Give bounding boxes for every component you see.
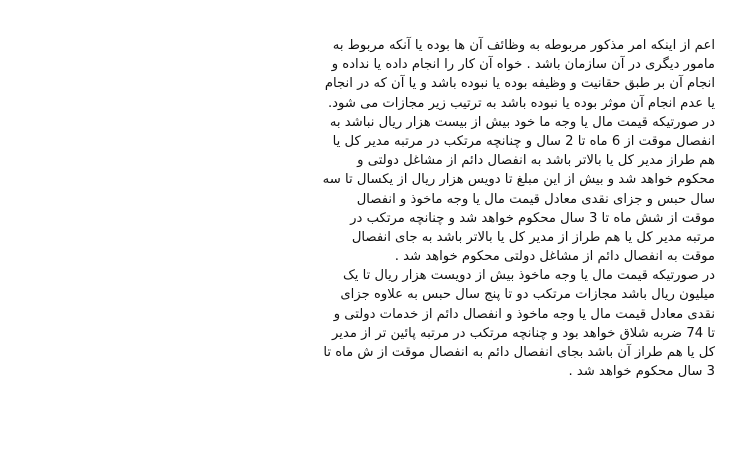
text-line: نقدی معادل قیمت مال یا وجه ماخوذ و انفصال دائم از خدمات دولتی و	[333, 306, 715, 322]
text-line: انجام آن بر طبق حقانیت و وظیفه بوده یا نبوده باشد و یا آن که در انجام	[324, 76, 715, 92]
text-line: مرتبه مدیر کل یا هم طراز از مدیر کل یا بالاتر باشد به جای انفصال	[351, 229, 715, 245]
text-line: کل یا هم طراز آن باشد بجای انفصال دائم به انفصال موقت از ش ماه تا	[323, 345, 715, 360]
text-line: یا عدم انجام آن موثر بوده یا نبوده باشد به ترتیب زیر مجازات می شود.	[327, 95, 715, 111]
text-line: موقت به انفصال دائم از مشاغل دولتی محکوم خواهد شد .	[394, 249, 715, 265]
text-line: مامور دیگری در آن سازمان باشد . خواه آن کار را انجام داده یا نداده و	[331, 57, 715, 73]
text-line: موقت از شش ماه تا 3 سال محکوم خواهد شد و چنانچه مرتکب در	[350, 210, 715, 226]
text-line: در صورتیکه قیمت مال یا وجه ماخوذ بیش از دویست هزار ریال تا یک	[342, 268, 715, 284]
legal-text-block	[35, 36, 715, 381]
text-line: محکوم خواهد شد و بیش از این مبلغ تا دویس هزار ریال از یکسال تا سه	[322, 172, 715, 188]
text-line: میلیون ریال باشد مجازات مرتکب دو تا پنج سال حبس به علاوه جزای	[340, 287, 715, 303]
text-line: سال حبس و جزای نقدی معادل قیمت مال یا وجه ماخوذ و انفصال	[356, 191, 715, 207]
text-line: در صورتیکه قیمت مال یا وجه ما خود بیش از بیست هزار ریال نباشد به	[329, 114, 715, 130]
text-line: اعم از اینکه امر مذکور مربوطه به وظائف آن ها بوده یا آنکه مربوط به	[332, 38, 715, 53]
text-line: انفصال موقت از 6 ماه تا 2 سال و چنانچه مرتکب در مرتبه مدیر کل یا	[332, 133, 715, 149]
text-line: تا 74 ضربه شلاق خواهد بود و چنانچه مرتکب در مرتبه پائین تر از مدیر	[332, 325, 715, 341]
text-line: 3 سال محکوم خواهد شد .	[568, 364, 715, 380]
text-line: هم طراز مدیر کل یا بالاتر باشد به انفصال دائم از مشاغل دولتی و	[357, 153, 715, 169]
